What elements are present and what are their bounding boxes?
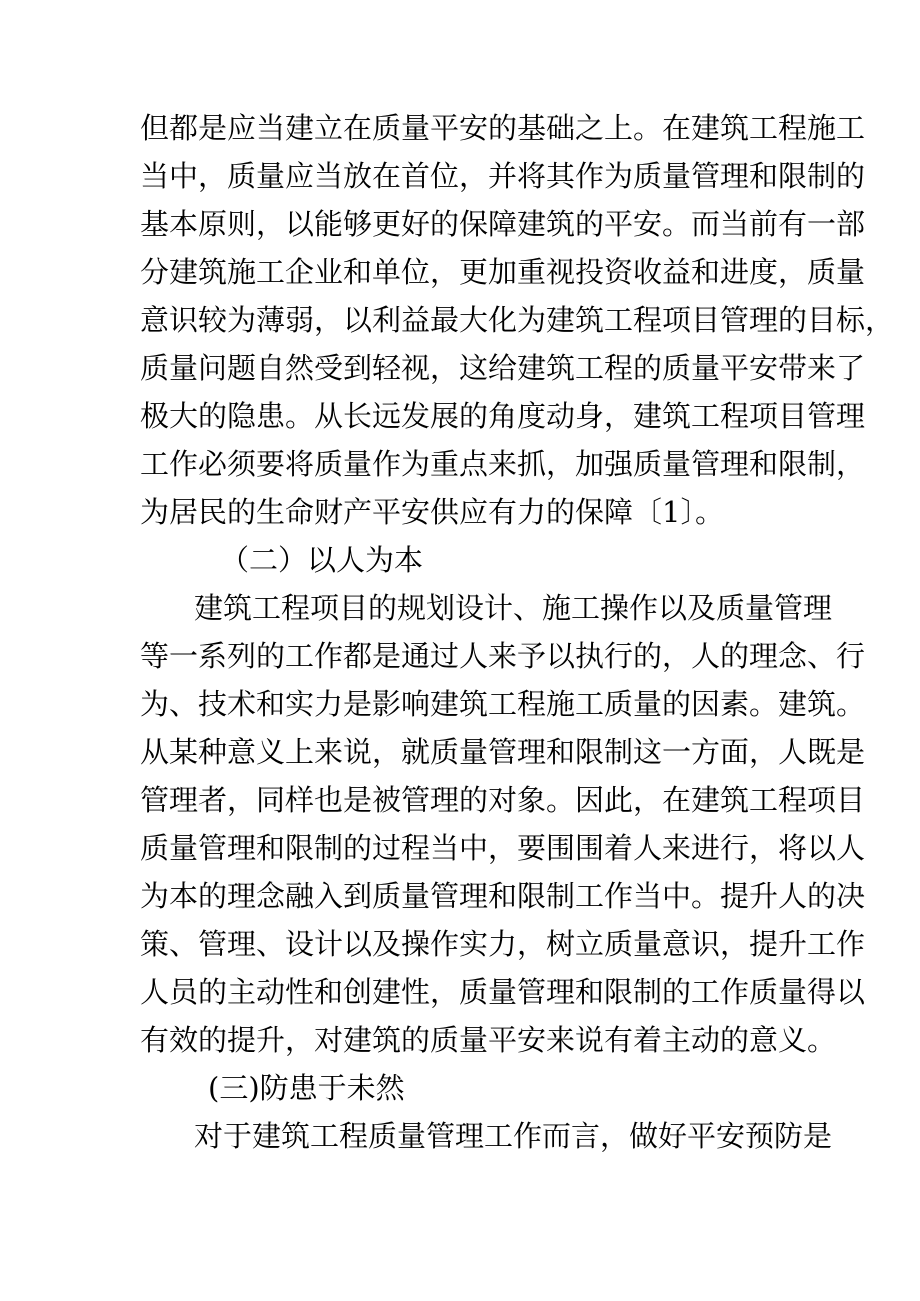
text-line: 有效的提升，对建筑的质量平安来说有着主动的意义。: [140, 1023, 837, 1057]
text-line: 分建筑施工企业和单位，更加重视投资收益和进度，质量: [140, 255, 866, 289]
text-line: 当中，质量应当放在首位，并将其作为质量管理和限制的: [140, 159, 866, 193]
text-line: 工作必须要将质量作为重点来抓，加强质量管理和限制，: [140, 447, 866, 481]
text-line: 为本的理念融入到质量管理和限制工作当中。提升人的决: [140, 879, 866, 913]
text-line: 质量问题自然受到轻视，这给建筑工程的质量平安带来了: [140, 351, 866, 385]
text-line: 等一系列的工作都是通过人来予以执行的，人的理念、行: [140, 639, 866, 673]
text-line: 意识较为薄弱，以利益最大化为建筑工程项目管理的目标，: [140, 303, 895, 337]
text-line: 基本原则，以能够更好的保障建筑的平安。而当前有一部: [140, 207, 866, 241]
text-line: 从某种意义上来说，就质量管理和限制这一方面，人既是: [140, 735, 866, 769]
text-line: 管理者，同样也是被管理的对象。因此，在建筑工程项目: [140, 783, 866, 817]
text-line: 但都是应当建立在质量平安的基础之上。在建筑工程施工: [140, 111, 866, 145]
text-line: 为居民的生命财产平安供应有力的保障〔1〕。: [140, 495, 724, 529]
section-heading-2: （二）以人为本: [220, 543, 424, 577]
text-line: 策、管理、设计以及操作实力，树立质量意识，提升工作: [140, 927, 866, 961]
document-page: [140, 104, 895, 1160]
text-line: 质量管理和限制的过程当中，要围围着人来进行，将以人: [140, 831, 866, 865]
paragraph-1: [140, 104, 895, 536]
text-line: 人员的主动性和创建性，质量管理和限制的工作质量得以: [140, 975, 866, 1009]
section-heading-3: (三)防患于未然: [208, 1071, 405, 1105]
text-line: 极大的隐患。从长远发展的角度动身，建筑工程项目管理: [140, 399, 866, 433]
text-line: 对于建筑工程质量管理工作而言，做好平安预防是: [194, 1119, 833, 1153]
text-line: 为、技术和实力是影响建筑工程施工质量的因素。建筑。: [140, 687, 866, 721]
paragraph-3: [140, 1112, 833, 1160]
paragraph-2: [140, 584, 866, 1064]
text-line: 建筑工程项目的规划设计、施工操作以及质量管理: [194, 591, 833, 625]
